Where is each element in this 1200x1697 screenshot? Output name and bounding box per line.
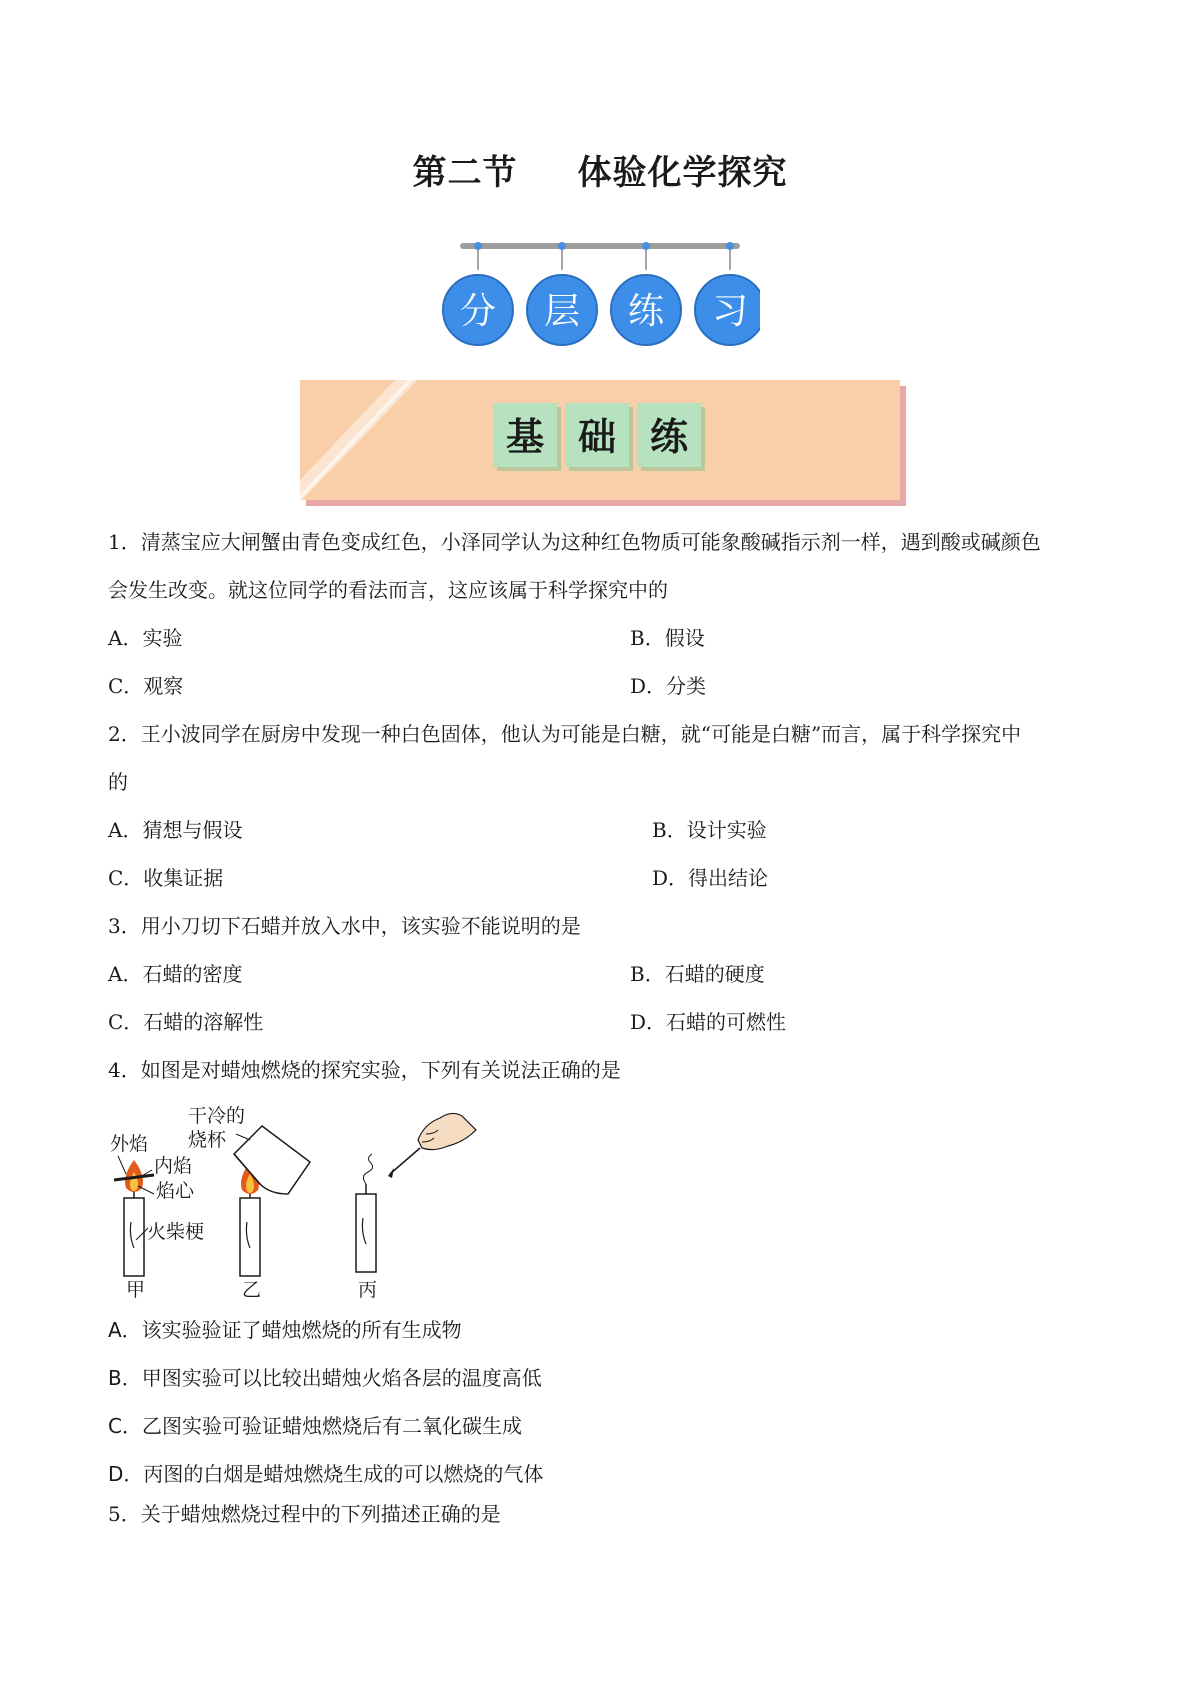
badge-char-fen: 分 xyxy=(459,291,497,332)
label-bing: 丙 xyxy=(358,1279,378,1301)
question-2-option-b: B．设计实验 xyxy=(652,818,767,842)
basic-practice-banner xyxy=(300,380,910,510)
question-4-option-b: B．甲图实验可以比较出蜡烛火焰各层的温度高低 xyxy=(108,1366,542,1390)
badge-char-ceng: 层 xyxy=(543,291,581,332)
question-4-option-a: A．该实验验证了蜡烛燃烧的所有生成物 xyxy=(108,1318,462,1342)
title-section: 第二节 xyxy=(412,153,518,193)
layered-practice-badge xyxy=(440,240,760,360)
banner-char-chu: 础 xyxy=(577,415,617,459)
page-title xyxy=(0,145,1200,194)
title-topic: 体验化学探究 xyxy=(577,153,788,193)
question-1-option-c: C．观察 xyxy=(108,674,184,698)
badge-char-lian: 练 xyxy=(627,291,665,332)
banner-char-lian: 练 xyxy=(649,415,689,459)
label-matchstick: 火柴梗 xyxy=(147,1221,205,1243)
label-yi: 乙 xyxy=(242,1279,262,1301)
label-inner-flame: 内焰 xyxy=(154,1155,193,1177)
question-4-line-1: 4．如图是对蜡烛燃烧的探究实验，下列有关说法正确的是 xyxy=(108,1058,621,1082)
question-1-option-d: D．分类 xyxy=(630,674,707,698)
question-3-line-1: 3．用小刀切下石蜡并放入水中，该实验不能说明的是 xyxy=(108,914,581,938)
question-2-line-1: 2．王小波同学在厨房中发现一种白色固体，他认为可能是白糖，就“可能是白糖”而言，属于科学探究中 xyxy=(108,722,1022,746)
badge-char-xi: 习 xyxy=(711,291,749,332)
question-1-line-2: 会发生改变。就这位同学的看法而言，这应该属于科学探究中的 xyxy=(108,578,668,602)
question-4-option-d: D．丙图的白烟是蜡烛燃烧生成的可以燃烧的气体 xyxy=(108,1462,544,1486)
label-outer-flame: 外焰 xyxy=(110,1133,149,1155)
question-3-option-c: C．石蜡的溶解性 xyxy=(108,1010,264,1034)
question-2-line-2: 的 xyxy=(108,770,128,794)
question-2-option-d: D．得出结论 xyxy=(652,866,769,890)
label-cold-beaker-line-2: 烧杯 xyxy=(188,1129,227,1151)
label-jia: 甲 xyxy=(126,1279,146,1301)
question-3-option-d: D．石蜡的可燃性 xyxy=(630,1010,787,1034)
question-2-option-c: C．收集证据 xyxy=(108,866,224,890)
candle-experiment-figure xyxy=(100,1090,500,1310)
question-2-option-a: A．猜想与假设 xyxy=(108,818,243,842)
question-3-option-a: A．石蜡的密度 xyxy=(108,962,243,986)
banner-char-ji: 基 xyxy=(505,415,545,459)
question-1-option-a: A．实验 xyxy=(108,626,183,650)
question-1-option-b: B．假设 xyxy=(630,626,705,650)
question-3-option-b: B．石蜡的硬度 xyxy=(630,962,765,986)
question-1-line-1: 1．清蒸宝应大闸蟹由青色变成红色，小泽同学认为这种红色物质可能象酸碱指示剂一样，遇到酸或碱颜色 xyxy=(108,530,1041,554)
question-5-line-1: 5．关于蜡烛燃烧过程中的下列描述正确的是 xyxy=(108,1502,501,1526)
label-cold-beaker-line-1: 干冷的 xyxy=(188,1105,246,1127)
question-4-option-c: C．乙图实验可验证蜡烛燃烧后有二氧化碳生成 xyxy=(108,1414,522,1438)
label-flame-core: 焰心 xyxy=(156,1180,195,1202)
